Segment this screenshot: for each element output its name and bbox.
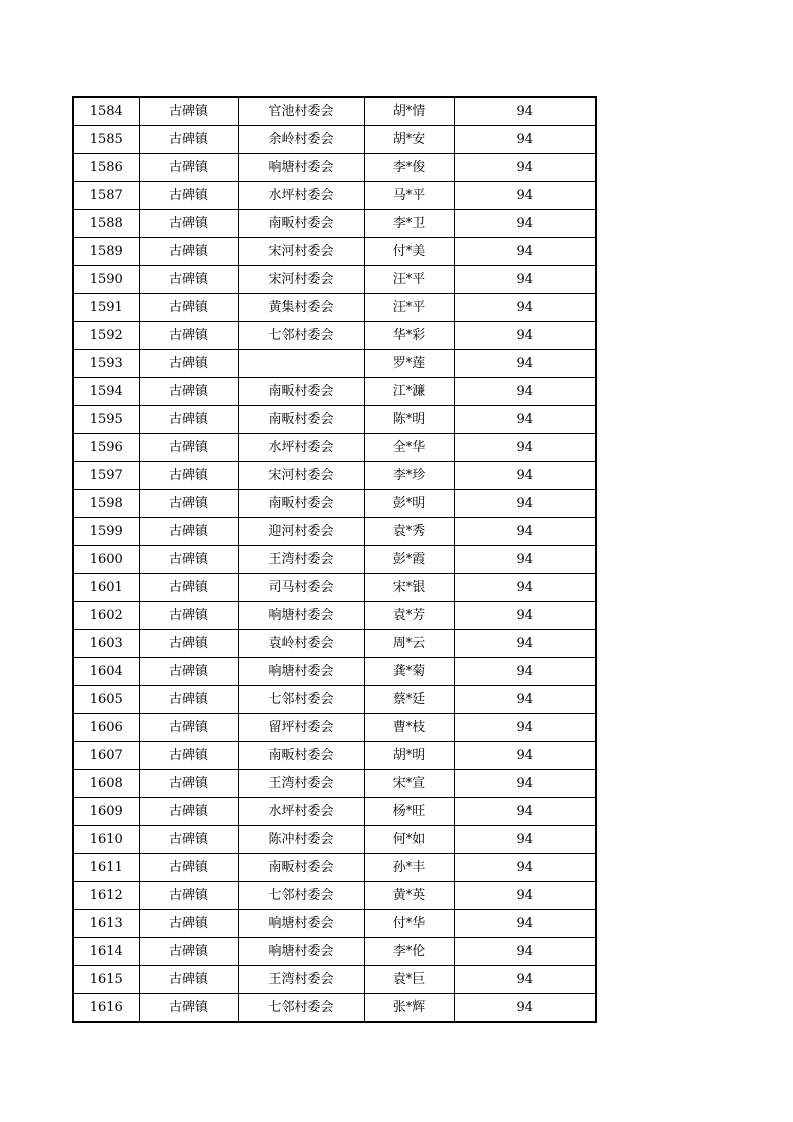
person-name-cell: 胡*明 [364, 742, 454, 770]
score-cell: 94 [454, 798, 596, 826]
person-name-cell: 李*俊 [364, 154, 454, 182]
person-name-cell: 曹*枝 [364, 714, 454, 742]
score-cell: 94 [454, 462, 596, 490]
town-cell: 古碑镇 [139, 938, 238, 966]
score-cell: 94 [454, 518, 596, 546]
score-cell: 94 [454, 546, 596, 574]
row-number-cell: 1614 [73, 938, 139, 966]
village-committee-cell: 黄集村委会 [238, 294, 364, 322]
person-name-cell: 杨*旺 [364, 798, 454, 826]
person-name-cell: 付*华 [364, 910, 454, 938]
town-cell: 古碑镇 [139, 126, 238, 154]
row-number-cell: 1605 [73, 686, 139, 714]
score-cell: 94 [454, 182, 596, 210]
town-cell: 古碑镇 [139, 658, 238, 686]
town-cell: 古碑镇 [139, 826, 238, 854]
town-cell: 古碑镇 [139, 322, 238, 350]
town-cell: 古碑镇 [139, 602, 238, 630]
row-number-cell: 1592 [73, 322, 139, 350]
village-committee-cell: 南畈村委会 [238, 854, 364, 882]
person-name-cell: 何*如 [364, 826, 454, 854]
village-committee-cell [238, 350, 364, 378]
score-cell: 94 [454, 126, 596, 154]
village-committee-cell: 留坪村委会 [238, 714, 364, 742]
village-committee-cell: 水坪村委会 [238, 434, 364, 462]
score-cell: 94 [454, 994, 596, 1023]
score-cell: 94 [454, 266, 596, 294]
score-cell: 94 [454, 294, 596, 322]
row-number-cell: 1606 [73, 714, 139, 742]
person-name-cell: 袁*秀 [364, 518, 454, 546]
village-committee-cell: 响塘村委会 [238, 938, 364, 966]
village-committee-cell: 宋河村委会 [238, 462, 364, 490]
village-committee-cell: 水坪村委会 [238, 798, 364, 826]
row-number-cell: 1595 [73, 406, 139, 434]
row-number-cell: 1593 [73, 350, 139, 378]
person-name-cell: 胡*安 [364, 126, 454, 154]
score-cell: 94 [454, 574, 596, 602]
table-row [73, 434, 596, 462]
person-name-cell: 宋*银 [364, 574, 454, 602]
village-committee-cell: 七邻村委会 [238, 322, 364, 350]
score-cell: 94 [454, 714, 596, 742]
table-row [73, 938, 596, 966]
score-cell: 94 [454, 154, 596, 182]
score-cell: 94 [454, 350, 596, 378]
table-row [73, 490, 596, 518]
person-name-cell: 李*珍 [364, 462, 454, 490]
row-number-cell: 1598 [73, 490, 139, 518]
table-row [73, 406, 596, 434]
village-committee-cell: 官池村委会 [238, 97, 364, 126]
score-cell: 94 [454, 826, 596, 854]
village-committee-cell: 响塘村委会 [238, 910, 364, 938]
score-cell: 94 [454, 97, 596, 126]
score-cell: 94 [454, 434, 596, 462]
village-committee-cell: 南畈村委会 [238, 742, 364, 770]
town-cell: 古碑镇 [139, 882, 238, 910]
table-row [73, 97, 596, 126]
village-committee-cell: 水坪村委会 [238, 182, 364, 210]
row-number-cell: 1587 [73, 182, 139, 210]
table-row [73, 518, 596, 546]
row-number-cell: 1608 [73, 770, 139, 798]
town-cell: 古碑镇 [139, 154, 238, 182]
row-number-cell: 1590 [73, 266, 139, 294]
score-cell: 94 [454, 238, 596, 266]
town-cell: 古碑镇 [139, 854, 238, 882]
village-committee-cell: 王湾村委会 [238, 770, 364, 798]
score-cell: 94 [454, 686, 596, 714]
village-committee-cell: 南畈村委会 [238, 490, 364, 518]
town-cell: 古碑镇 [139, 490, 238, 518]
town-cell: 古碑镇 [139, 742, 238, 770]
town-cell: 古碑镇 [139, 546, 238, 574]
row-number-cell: 1588 [73, 210, 139, 238]
table-row [73, 966, 596, 994]
town-cell: 古碑镇 [139, 714, 238, 742]
table-row [73, 658, 596, 686]
village-committee-cell: 南畈村委会 [238, 406, 364, 434]
village-committee-cell: 南畈村委会 [238, 378, 364, 406]
town-cell: 古碑镇 [139, 378, 238, 406]
score-cell: 94 [454, 966, 596, 994]
town-cell: 古碑镇 [139, 910, 238, 938]
row-number-cell: 1616 [73, 994, 139, 1023]
row-number-cell: 1585 [73, 126, 139, 154]
table-row [73, 322, 596, 350]
table-row [73, 798, 596, 826]
score-cell: 94 [454, 210, 596, 238]
score-cell: 94 [454, 406, 596, 434]
table-row [73, 854, 596, 882]
town-cell: 古碑镇 [139, 462, 238, 490]
score-cell: 94 [454, 490, 596, 518]
row-number-cell: 1615 [73, 966, 139, 994]
person-name-cell: 周*云 [364, 630, 454, 658]
row-number-cell: 1610 [73, 826, 139, 854]
row-number-cell: 1589 [73, 238, 139, 266]
row-number-cell: 1607 [73, 742, 139, 770]
village-committee-cell: 七邻村委会 [238, 686, 364, 714]
row-number-cell: 1594 [73, 378, 139, 406]
score-cell: 94 [454, 770, 596, 798]
village-committee-cell: 余岭村委会 [238, 126, 364, 154]
table-row [73, 154, 596, 182]
table-row [73, 910, 596, 938]
village-committee-cell: 司马村委会 [238, 574, 364, 602]
town-cell: 古碑镇 [139, 434, 238, 462]
table-row [73, 462, 596, 490]
score-cell: 94 [454, 378, 596, 406]
town-cell: 古碑镇 [139, 574, 238, 602]
town-cell: 古碑镇 [139, 966, 238, 994]
score-cell: 94 [454, 910, 596, 938]
person-name-cell: 宋*宣 [364, 770, 454, 798]
row-number-cell: 1584 [73, 97, 139, 126]
village-committee-cell: 南畈村委会 [238, 210, 364, 238]
town-cell: 古碑镇 [139, 210, 238, 238]
town-cell: 古碑镇 [139, 770, 238, 798]
town-cell: 古碑镇 [139, 97, 238, 126]
table-row [73, 630, 596, 658]
village-committee-cell: 宋河村委会 [238, 266, 364, 294]
table-row [73, 126, 596, 154]
village-committee-cell: 响塘村委会 [238, 658, 364, 686]
person-name-cell: 陈*明 [364, 406, 454, 434]
village-committee-cell: 七邻村委会 [238, 994, 364, 1023]
score-cell: 94 [454, 938, 596, 966]
table-row [73, 602, 596, 630]
row-number-cell: 1609 [73, 798, 139, 826]
row-number-cell: 1601 [73, 574, 139, 602]
village-committee-cell: 王湾村委会 [238, 966, 364, 994]
person-name-cell: 江*濂 [364, 378, 454, 406]
table-row [73, 714, 596, 742]
person-name-cell: 全*华 [364, 434, 454, 462]
table-row [73, 378, 596, 406]
town-cell: 古碑镇 [139, 630, 238, 658]
table-row [73, 238, 596, 266]
person-name-cell: 张*辉 [364, 994, 454, 1023]
row-number-cell: 1612 [73, 882, 139, 910]
person-name-cell: 华*彩 [364, 322, 454, 350]
table-row [73, 882, 596, 910]
person-name-cell: 彭*霞 [364, 546, 454, 574]
village-committee-cell: 响塘村委会 [238, 154, 364, 182]
table-row [73, 742, 596, 770]
town-cell: 古碑镇 [139, 350, 238, 378]
town-cell: 古碑镇 [139, 182, 238, 210]
score-cell: 94 [454, 630, 596, 658]
village-committee-cell: 七邻村委会 [238, 882, 364, 910]
row-number-cell: 1600 [73, 546, 139, 574]
person-name-cell: 袁*巨 [364, 966, 454, 994]
person-name-cell: 付*美 [364, 238, 454, 266]
person-name-cell: 胡*情 [364, 97, 454, 126]
row-number-cell: 1602 [73, 602, 139, 630]
table-row [73, 210, 596, 238]
person-name-cell: 蔡*廷 [364, 686, 454, 714]
table-row [73, 994, 596, 1023]
village-committee-cell: 响塘村委会 [238, 602, 364, 630]
table-row [73, 350, 596, 378]
person-name-cell: 龚*菊 [364, 658, 454, 686]
person-name-cell: 汪*平 [364, 294, 454, 322]
row-number-cell: 1597 [73, 462, 139, 490]
score-cell: 94 [454, 322, 596, 350]
row-number-cell: 1604 [73, 658, 139, 686]
village-committee-cell: 宋河村委会 [238, 238, 364, 266]
village-committee-cell: 陈冲村委会 [238, 826, 364, 854]
person-name-cell: 汪*平 [364, 266, 454, 294]
town-cell: 古碑镇 [139, 798, 238, 826]
village-committee-cell: 王湾村委会 [238, 546, 364, 574]
person-name-cell: 孙*丰 [364, 854, 454, 882]
village-committee-cell: 迎河村委会 [238, 518, 364, 546]
town-cell: 古碑镇 [139, 294, 238, 322]
table-row [73, 294, 596, 322]
row-number-cell: 1586 [73, 154, 139, 182]
row-number-cell: 1591 [73, 294, 139, 322]
row-number-cell: 1613 [73, 910, 139, 938]
person-name-cell: 黄*英 [364, 882, 454, 910]
score-cell: 94 [454, 854, 596, 882]
village-committee-cell: 袁岭村委会 [238, 630, 364, 658]
table-row [73, 574, 596, 602]
row-number-cell: 1596 [73, 434, 139, 462]
roster-table-body [73, 97, 596, 1022]
table-row [73, 182, 596, 210]
town-cell: 古碑镇 [139, 238, 238, 266]
person-name-cell: 罗*莲 [364, 350, 454, 378]
town-cell: 古碑镇 [139, 518, 238, 546]
person-name-cell: 袁*芳 [364, 602, 454, 630]
table-row [73, 686, 596, 714]
row-number-cell: 1599 [73, 518, 139, 546]
row-number-cell: 1603 [73, 630, 139, 658]
score-cell: 94 [454, 742, 596, 770]
roster-table [72, 96, 597, 1023]
table-row [73, 266, 596, 294]
table-row [73, 770, 596, 798]
person-name-cell: 马*平 [364, 182, 454, 210]
person-name-cell: 彭*明 [364, 490, 454, 518]
town-cell: 古碑镇 [139, 994, 238, 1023]
score-cell: 94 [454, 658, 596, 686]
town-cell: 古碑镇 [139, 266, 238, 294]
person-name-cell: 李*伦 [364, 938, 454, 966]
town-cell: 古碑镇 [139, 406, 238, 434]
town-cell: 古碑镇 [139, 686, 238, 714]
table-row [73, 546, 596, 574]
person-name-cell: 李*卫 [364, 210, 454, 238]
score-cell: 94 [454, 882, 596, 910]
score-cell: 94 [454, 602, 596, 630]
table-row [73, 826, 596, 854]
row-number-cell: 1611 [73, 854, 139, 882]
